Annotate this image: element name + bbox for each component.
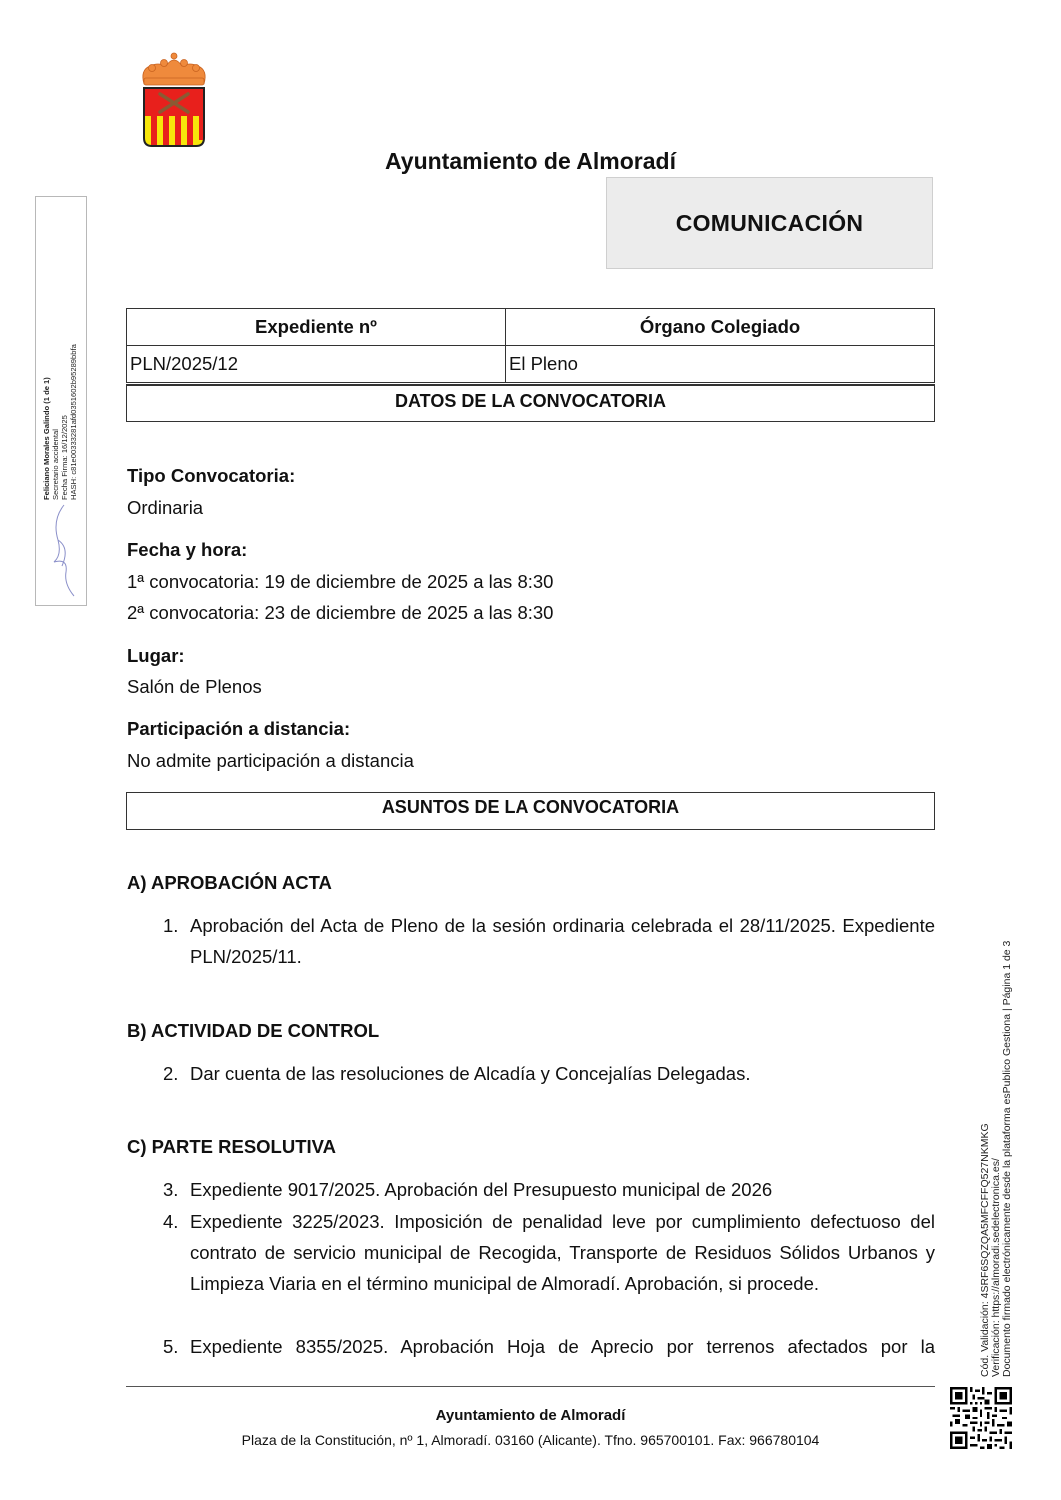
list-item <box>163 1058 935 1089</box>
signer-name: Feliciano Morales Galindo (1 de 1) <box>42 377 51 500</box>
datos-section-header: DATOS DE LA CONVOCATORIA <box>126 384 935 422</box>
signature-date: Fecha Firma: 16/12/2025 <box>60 415 69 500</box>
participacion-label: Participación a distancia: <box>127 718 351 739</box>
document-type-box <box>606 177 933 269</box>
item-number: 5. <box>163 1336 179 1357</box>
verification-url[interactable]: Verificación: https://almoradi.sedelectronica.es/ <box>990 1158 1002 1377</box>
validation-code: Cód. Validación: 4SRF6SQZQA5MFCFFQ527NKMKG <box>979 1123 991 1377</box>
item-text: Expediente 3225/2023. Imposición de penalidad leve por cumplimiento defectuoso del contrato de servicio municipal de Recogida, Transporte de Residuos Sólidos Urbanos y Limpieza Viaria en el término municipal de Almoradí. Aprobación, si procede. <box>190 1211 935 1294</box>
handwritten-signature-icon <box>44 500 84 600</box>
signer-role: Secretario accidental <box>51 429 60 500</box>
item-text: Aprobación del Acta de Pleno de la sesión ordinaria celebrada el 28/11/2025. Expediente PLN/2025/11. <box>190 915 935 967</box>
fecha-segunda: 2ª convocatoria: 23 de diciembre de 2025 a las 8:30 <box>127 602 554 623</box>
table-row <box>127 346 935 383</box>
qr-code-icon <box>950 1387 1012 1449</box>
lugar-label: Lugar: <box>127 645 185 666</box>
participacion-value: No admite participación a distancia <box>127 750 414 771</box>
validation-details <box>980 941 1013 1377</box>
list-item <box>163 910 935 972</box>
header-organo: Órgano Colegiado <box>506 309 935 346</box>
header-expediente: Expediente nº <box>127 309 506 346</box>
expediente-table <box>126 308 935 383</box>
fecha-label: Fecha y hora: <box>127 539 248 560</box>
list-item <box>163 1331 935 1362</box>
item-text: Expediente 9017/2025. Aprobación del Presupuesto municipal de 2026 <box>190 1179 773 1200</box>
organization-title: Ayuntamiento de Almoradí <box>385 148 676 174</box>
tipo-label: Tipo Convocatoria: <box>127 465 296 486</box>
item-number: 4. <box>163 1211 179 1232</box>
item-number: 2. <box>163 1063 179 1084</box>
item-text: Dar cuenta de las resoluciones de Alcadía y Concejalías Delegadas. <box>190 1063 751 1084</box>
expediente-value: PLN/2025/12 <box>127 346 506 383</box>
list-item <box>163 1174 935 1205</box>
organo-value: El Pleno <box>506 346 935 383</box>
footer-organization: Ayuntamiento de Almoradí <box>435 1407 626 1424</box>
item-number: 3. <box>163 1179 179 1200</box>
section-c-title: C) PARTE RESOLUTIVA <box>127 1136 336 1157</box>
document-type-label: COMUNICACIÓN <box>675 209 864 236</box>
item-number: 1. <box>163 915 179 936</box>
footer-divider <box>126 1386 935 1387</box>
list-item <box>163 1206 935 1299</box>
asuntos-section-header: ASUNTOS DE LA CONVOCATORIA <box>126 792 935 830</box>
footer-address: Plaza de la Constitución, nº 1, Almoradí. 03160 (Alicante). Tfno. 965700101. Fax: 966780104 <box>241 1432 820 1448</box>
tipo-value: Ordinaria <box>127 497 204 518</box>
coat-of-arms-crest-icon <box>138 50 210 150</box>
signature-platform-note: Documento firmado electrónicamente desde la plataforma esPublico Gestiona | Página 1 de 3 <box>1001 940 1013 1377</box>
section-b-title: B) ACTIVIDAD DE CONTROL <box>127 1020 380 1041</box>
table-header-row <box>127 309 935 346</box>
item-text: Expediente 8355/2025. Aprobación Hoja de Aprecio por terrenos afectados por la <box>190 1336 935 1357</box>
signature-details <box>42 344 78 500</box>
fecha-primera: 1ª convocatoria: 19 de diciembre de 2025 a las 8:30 <box>127 571 554 592</box>
signature-hash: HASH: c81e00333281afd0351602b95289bbfa <box>69 344 78 500</box>
section-a-title: A) APROBACIÓN ACTA <box>127 872 332 893</box>
lugar-value: Salón de Plenos <box>127 676 262 697</box>
